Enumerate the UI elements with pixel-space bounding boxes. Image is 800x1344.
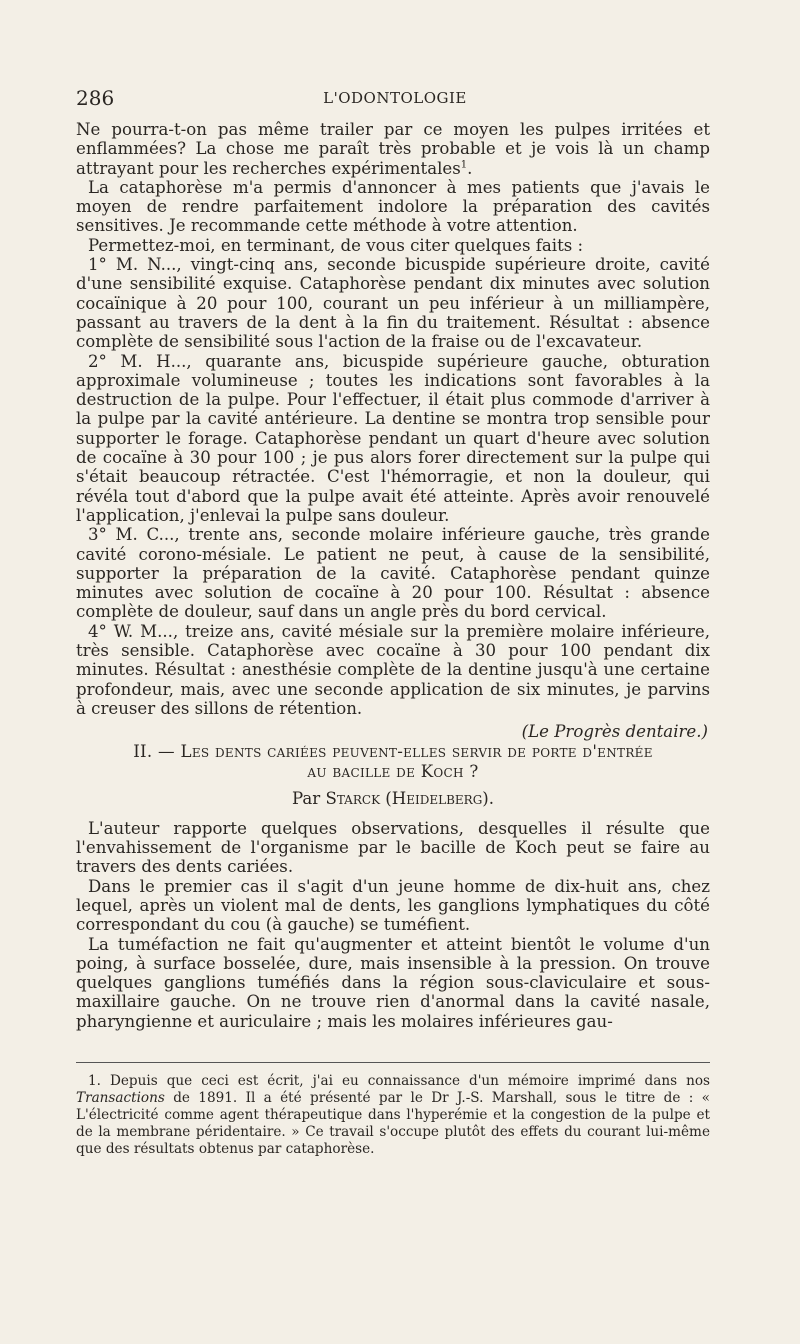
main-text [76, 120, 710, 1031]
page-number: 286 [76, 86, 115, 110]
section-title [76, 742, 710, 782]
paragraph: La cataphorèse m'a permis d'annoncer à mes patients que j'avais le moyen de rendre parfaitement indolore la préparation des cavités sensitives. Je recommande cette méthode à votre attention. [76, 177, 710, 236]
footnote-marker: 1 [460, 159, 468, 171]
case-3: 3° M. C..., trente ans, seconde molaire inférieure gauche, très grande cavité corono-mésiale. Le patient ne peut, à cause de la sensibilité, supporter la préparation de la cavité. Cataphorèse pendant quinze minutes avec solution de cocaïne à 20 pour 100. Résultat : absence complète de douleur, sauf dans un angle près du bord cervical. [76, 525, 710, 622]
paragraph: Ne pourra-t-on pas même trailer par ce moyen les pulpes irritées et enflammées? La chose me paraît très probable et je vois là un champ attrayant pour les recherches expérimentales$^1$. [76, 120, 710, 178]
running-title: L'ODONTOLOGIE [323, 89, 467, 107]
section-title-line1: II. — Les dents cariées peuvent-elles servir de porte d'entrée [133, 741, 653, 761]
byline-prefix: Par [291, 788, 321, 808]
footnote-divider [76, 1062, 710, 1063]
page-header [76, 86, 714, 112]
footnote-text-2: de 1891. Il a été présenté par le Dr J.-S. Marshall, sous le titre de : « L'électricité comme agent thérapeutique dans l'hyperémie et la congestion de la pulpe et de la membrane péridentaire. » Ce travail s'occupe plutôt des effets du courant lui-même que des résultats obtenus par cataphorèse. [76, 1090, 710, 1157]
paragraph: La tuméfaction ne fait qu'augmenter et atteint bientôt le volume d'un poing, à surface bosselée, dure, mais insensible à la pression. On trouve quelques ganglions tuméfiés dans la région sous-claviculaire et sous-maxillaire gauche. On ne trouve rien d'anormal dans la cavité nasale, pharyngienne et auriculaire ; mais les molaires inférieures gau- [76, 934, 710, 1031]
paragraph: L'auteur rapporte quelques observations, desquelles il résulte que l'envahissement de l'organisme par le bacille de Koch peut se faire au travers des dents cariées. [76, 818, 710, 877]
case-2: 2° M. H..., quarante ans, bicuspide supérieure gauche, obturation approximale volumineuse ; toutes les indications sont favorables à la destruction de la pulpe. Pour l'effectuer, il était plus commode d'arriver à la pulpe par la cavité antérieure. La dentine se montra trop sensible pour supporter le forage. Cataphorèse pendant un quart d'heure avec solution de cocaïne à 30 pour 100 ; je pus alors forer directement sur la pulpe qui s'était beaucoup rétractée. C'est l'hémorragie, et non la douleur, qui révéla tout d'abord que la pulpe avait été atteinte. Après avoir renouvelé l'application, j'enlevai la pulpe sans douleur. [76, 351, 710, 525]
footnote-number: 1. [88, 1073, 101, 1089]
byline [76, 789, 710, 808]
source-citation: (Le Progrès dentaire.) [521, 722, 708, 742]
paragraph: Dans le premier cas il s'agit d'un jeune homme de dix-huit ans, chez lequel, après un violent mal de dents, les ganglions lymphatiques du côté correspondant du cou (à gauche) se tuméfient. [76, 876, 710, 935]
footnote-italic: Transactions [76, 1090, 165, 1106]
paragraph: Permettez-moi, en terminant, de vous citer quelques faits : [88, 235, 584, 255]
case-1: 1° M. N..., vingt-cinq ans, seconde bicuspide supérieure droite, cavité d'une sensibilité exquise. Cataphorèse pendant dix minutes avec solution cocaïnique à 20 pour 100, courant un peu inférieur à un milliampère, passant au travers de la dent à la fin du traitement. Résultat : absence complète de sensibilité sous l'action de la fraise ou de l'excavateur. [76, 255, 710, 352]
footnote-text-1: Depuis que ceci est écrit, j'ai eu connaissance d'un mémoire imprimé dans nos [109, 1073, 710, 1089]
section-title-line2: au bacille de Koch ? [307, 761, 479, 781]
footnote [76, 1073, 710, 1158]
byline-author: Starck (Heidelberg). [325, 788, 495, 808]
case-4: 4° W. M..., treize ans, cavité mésiale sur la première molaire inférieure, très sensible. Cataphorèse avec cocaïne à 30 pour 100 pendant dix minutes. Résultat : anesthésie complète de la dentine jusqu'à une certaine profondeur, mais, avec une seconde application de six minutes, je parvins à creuser des sillons de rétention. [76, 621, 710, 718]
